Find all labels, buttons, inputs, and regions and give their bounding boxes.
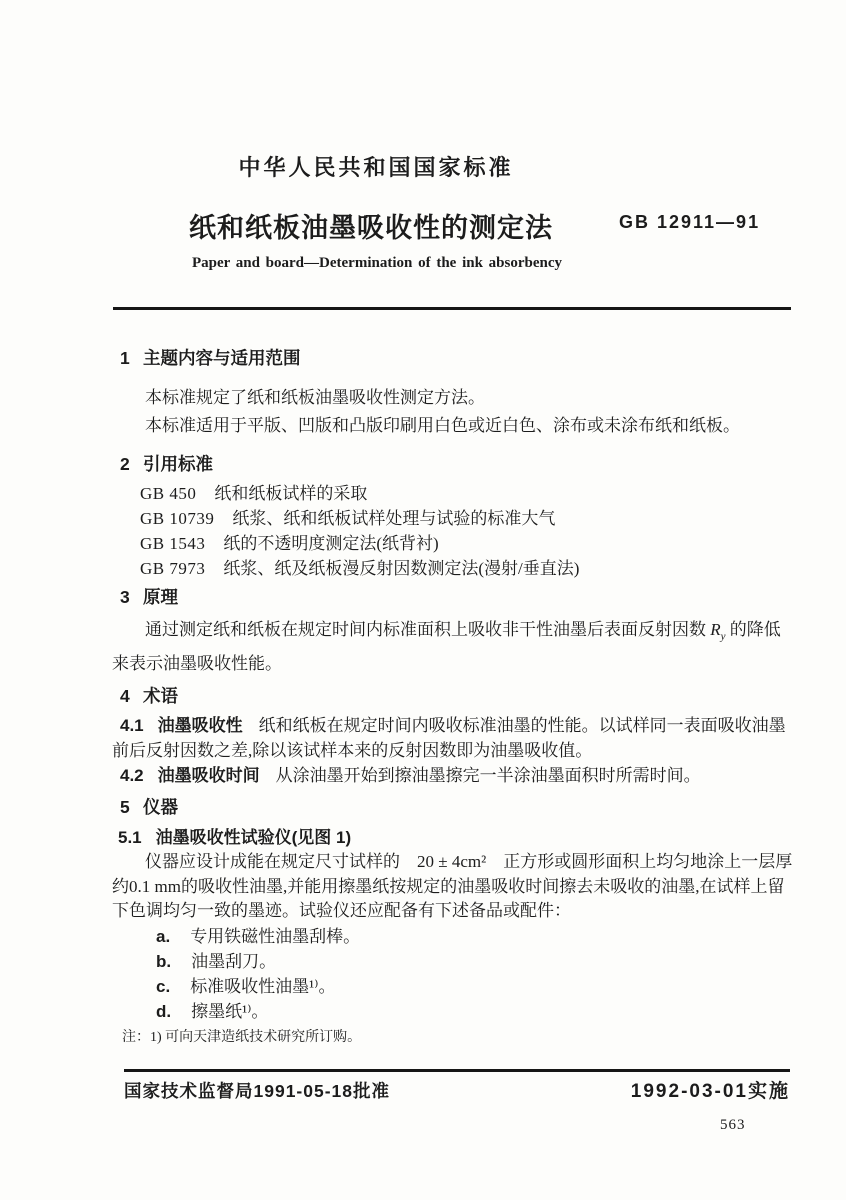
document-title-en: Paper and board—Determination of the ink absorbency: [191, 255, 563, 271]
reference-item: [140, 531, 793, 556]
document-body: [112, 338, 793, 1049]
item-text: 擦墨纸¹⁾。: [191, 1001, 269, 1021]
page-number: 563: [720, 1117, 746, 1133]
clause-number: 5.1: [118, 828, 142, 848]
term-name: 油墨吸收时间: [157, 766, 260, 786]
section-title: 仪器: [143, 797, 178, 818]
section-principle: [112, 585, 793, 677]
reference-title: 纸的不透明度测定法(纸背衬): [223, 534, 439, 553]
footnote: 注：1) 可向天津造纸技术研究所订购。: [122, 1029, 362, 1045]
clause-number: 4.2: [120, 766, 144, 786]
implementation-date: 1992-03-01实施: [630, 1081, 790, 1102]
accessory-item: [156, 924, 793, 949]
term-definition: [112, 763, 793, 788]
section-heading: [112, 684, 793, 708]
reference-code: GB 10739: [140, 509, 215, 528]
approval-statement: 国家技术监督局1991-05-18批准: [124, 1081, 391, 1101]
footer-divider-rule: [124, 1069, 790, 1072]
section-terms: [112, 684, 793, 788]
subsection-title: 油墨吸收性试验仪(见图 1): [155, 828, 352, 848]
term-name: 油墨吸收性: [157, 716, 243, 736]
accessory-item: [156, 949, 793, 974]
clause-number: 4.1: [120, 716, 144, 736]
item-label: d.: [156, 1001, 172, 1021]
section-heading: [112, 452, 793, 476]
header-divider-rule: [113, 307, 791, 310]
principle-text-before: 通过测定纸和纸板在规定时间内标准面积上吸收非干性油墨后表面反射因数: [145, 620, 711, 639]
reference-title: 纸浆、纸和纸板试样处理与试验的标准大气: [232, 509, 556, 528]
section-scope: [112, 346, 793, 440]
reference-code: GB 7973: [140, 559, 206, 578]
section-title: 引用标准: [143, 454, 213, 474]
section-heading: [112, 795, 793, 819]
section-references: [112, 452, 793, 581]
reflectance-symbol-subscript: y: [720, 630, 726, 643]
item-label: a.: [156, 926, 171, 946]
item-text: 专用铁磁性油墨刮棒。: [190, 926, 361, 946]
reference-list: [112, 481, 793, 581]
reference-title: 纸浆、纸及纸板漫反射因数测定法(漫射/垂直法): [223, 559, 580, 578]
reference-code: GB 450: [140, 484, 197, 503]
paragraph: [112, 616, 793, 677]
reference-item: [140, 556, 793, 581]
subsection-heading: [112, 825, 793, 850]
section-heading: [112, 585, 793, 609]
reference-title: 纸和纸板试样的采取: [214, 484, 368, 503]
item-label: c.: [156, 976, 171, 996]
principle-text-after: 的降低来表示油墨吸收性能。: [112, 620, 781, 674]
section-heading: [112, 346, 793, 370]
reference-item: [140, 506, 793, 531]
section-number: 5: [120, 797, 130, 818]
reflectance-symbol: R: [710, 620, 721, 639]
paragraph: 本标准规定了纸和纸板油墨吸收性测定方法。: [145, 388, 485, 407]
accessory-list: [112, 924, 793, 1024]
item-text: 油墨刮刀。: [191, 951, 277, 971]
section-number: 1: [120, 348, 130, 368]
standard-number: GB 12911—91: [619, 212, 761, 232]
section-number: 4: [120, 686, 130, 707]
document-title-zh: 纸和纸板油墨吸收性的测定法: [189, 213, 553, 243]
section-title: 术语: [143, 686, 178, 707]
term-definition-text: 纸和纸板在规定时间内吸收标准油墨的性能。以试样同一表面吸收油墨前后反射因数之差,除以该试样本来的反射因数即为油墨吸收值。: [112, 716, 786, 761]
section-apparatus: [112, 795, 793, 1049]
term-definition-text: 从涂油墨开始到擦油墨擦完一半涂油墨面积时所需时间。: [275, 766, 701, 786]
accessory-item: [156, 974, 793, 999]
accessory-item: [156, 999, 793, 1024]
paragraph: 本标准适用于平版、凹版和凸版印刷用白色或近白色、涂布或未涂布纸和纸板。: [145, 416, 740, 435]
section-title: 主题内容与适用范围: [143, 348, 301, 368]
section-title: 原理: [143, 587, 178, 607]
standard-type-title: 中华人民共和国国家标准: [238, 155, 514, 180]
item-text: 标准吸收性油墨¹⁾。: [190, 976, 336, 996]
apparatus-description: 仪器应设计成能在规定尺寸试样的 20 ± 4cm² 正方形或圆形面积上均匀地涂上一层厚约0.1 mm的吸收性油墨,并能用擦墨纸按规定的油墨吸收时间擦去未吸收的油墨,在试样上留下色调均匀一致的墨迹。试验仪还应配备有下述备品或配件：: [112, 852, 793, 921]
item-label: b.: [156, 951, 172, 971]
term-definition: [112, 713, 793, 763]
section-number: 2: [120, 454, 130, 474]
reference-code: GB 1543: [140, 534, 206, 553]
reference-item: [140, 481, 793, 506]
section-number: 3: [120, 587, 130, 607]
